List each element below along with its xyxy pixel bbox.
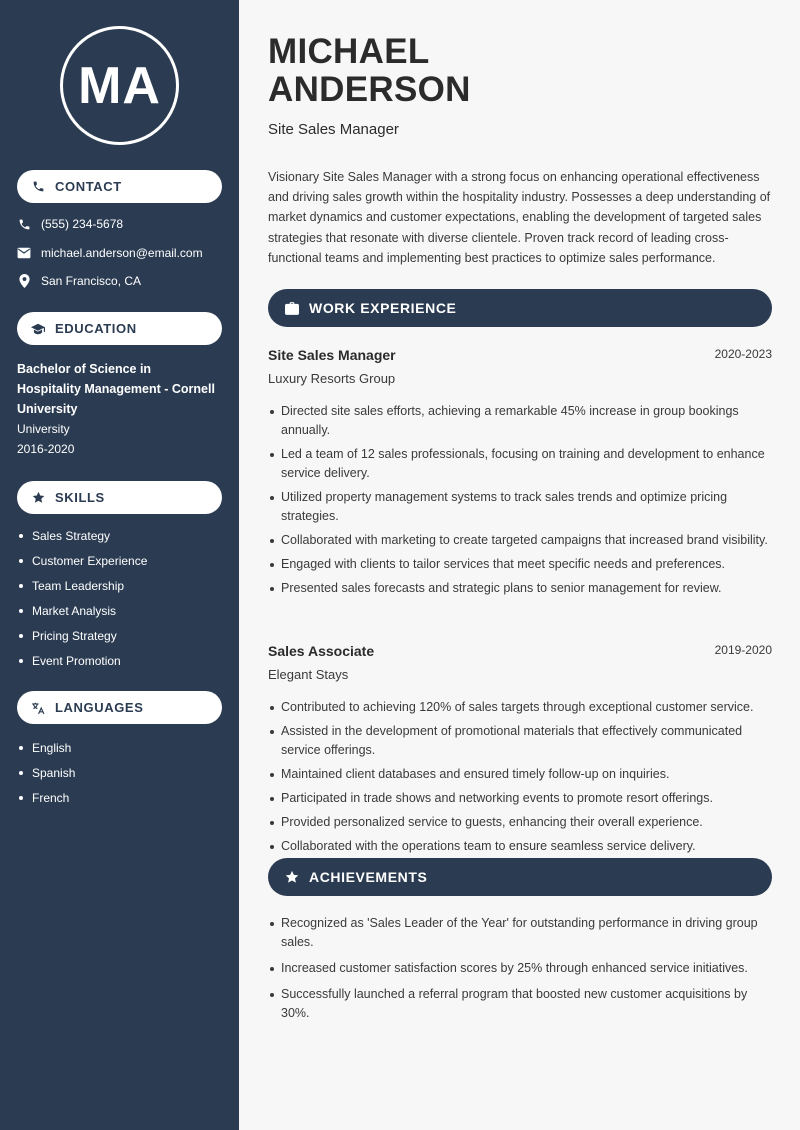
job-dates-1: 2020-2023 [714,347,772,361]
monogram-avatar [60,26,179,145]
education-heading-pill [17,312,222,345]
work-experience-heading-pill [268,289,772,327]
phone-icon [17,217,31,231]
job-bullet: Collaborated with marketing to create targeted campaigns that increased brand visibility. [268,531,772,550]
contact-email-row [17,246,203,260]
skill-item: Team Leadership [17,573,147,598]
job-dates-2: 2019-2020 [714,643,772,657]
job-bullet: Presented sales forecasts and strategic plans to senior management for review. [268,579,772,598]
job-bullet: Assisted in the development of promotional materials that effectively communicated service offerings. [268,722,772,760]
star-icon [31,491,45,505]
star-icon [285,870,299,884]
job-bullet: Led a team of 12 sales professionals, focusing on training and development to enhance service delivery. [268,445,772,483]
job-bullet: Collaborated with the operations team to ensure seamless service delivery. [268,837,772,856]
profile-summary: Visionary Site Sales Manager with a strong focus on enhancing operational effectiveness and driving sales growth within the hospitality industry. Possesses a deep understanding of market dynamics and customer expectations, enabling the development of targeted sales strategies that resonate with diverse clientele. Proven track record of leading cross-functional teams and implementing best practices to optimize sales performance. [268,170,771,265]
contact-heading: CONTACT [55,179,122,194]
skills-heading-pill [17,481,222,514]
achievement-item: Successfully launched a referral program that boosted new customer acquisitions by 30%. [268,985,772,1023]
achievements-heading-pill [268,858,772,896]
email-icon [17,246,31,260]
education-years: 2016-2020 [17,442,75,456]
monogram-initials: MA [78,56,161,115]
job-bullets-1 [268,402,772,603]
languages-heading: LANGUAGES [55,700,144,715]
name-line-last: ANDERSON [268,70,471,109]
achievement-item: Recognized as 'Sales Leader of the Year' for outstanding performance in driving group sales. [268,914,772,952]
education-heading: EDUCATION [55,321,137,336]
contact-phone[interactable]: (555) 234-5678 [41,217,124,231]
job-bullet: Directed site sales efforts, achieving a remarkable 45% increase in group bookings annually. [268,402,772,440]
job-company-2: Elegant Stays [268,667,349,682]
contact-email[interactable]: michael.anderson@email.com [41,246,203,260]
education-degree: Bachelor of Science in Hospitality Management - Cornell University [17,362,215,416]
achievement-item: Increased customer satisfaction scores by 25% through enhanced service initiatives. [268,959,772,978]
graduation-cap-icon [31,322,45,336]
job-bullet: Participated in trade shows and networking events to promote resort offerings. [268,789,772,808]
skill-item: Event Promotion [17,648,147,673]
job-bullet: Utilized property management systems to track sales trends and optimize pricing strategies. [268,488,772,526]
job-bullet: Contributed to achieving 120% of sales targets through exceptional customer service. [268,698,772,717]
job-bullet: Maintained client databases and ensured timely follow-up on inquiries. [268,765,772,784]
job-title-2: Sales Associate [268,643,375,659]
job-bullet: Provided personalized service to guests, enhancing their overall experience. [268,813,772,832]
candidate-title: Site Sales Manager [268,121,399,138]
language-item: Spanish [17,760,75,785]
job-bullets-2 [268,698,772,861]
translate-icon [31,701,45,715]
job-bullet: Engaged with clients to tailor services that meet specific needs and preferences. [268,555,772,574]
work-experience-heading: WORK EXPERIENCE [309,300,457,316]
skills-list [17,523,147,673]
skill-item: Customer Experience [17,548,147,573]
job-title-1: Site Sales Manager [268,347,396,363]
skill-item: Sales Strategy [17,523,147,548]
candidate-name [268,33,471,109]
location-pin-icon [17,274,31,288]
language-item: French [17,785,75,810]
skills-heading: SKILLS [55,490,105,505]
name-line-first: MICHAEL [268,32,430,71]
languages-list [17,735,75,810]
achievements-heading: ACHIEVEMENTS [309,869,428,885]
languages-heading-pill [17,691,222,724]
sidebar [0,0,239,1130]
contact-phone-row [17,217,123,231]
contact-location-row [17,274,141,288]
education-type: University [17,422,70,436]
briefcase-icon [285,301,299,315]
skill-item: Market Analysis [17,598,147,623]
contact-location: San Francisco, CA [41,274,142,288]
contact-heading-pill [17,170,222,203]
achievements-list [268,914,772,1030]
phone-icon [31,180,45,194]
skill-item: Pricing Strategy [17,623,147,648]
language-item: English [17,735,75,760]
job-company-1: Luxury Resorts Group [268,371,396,386]
